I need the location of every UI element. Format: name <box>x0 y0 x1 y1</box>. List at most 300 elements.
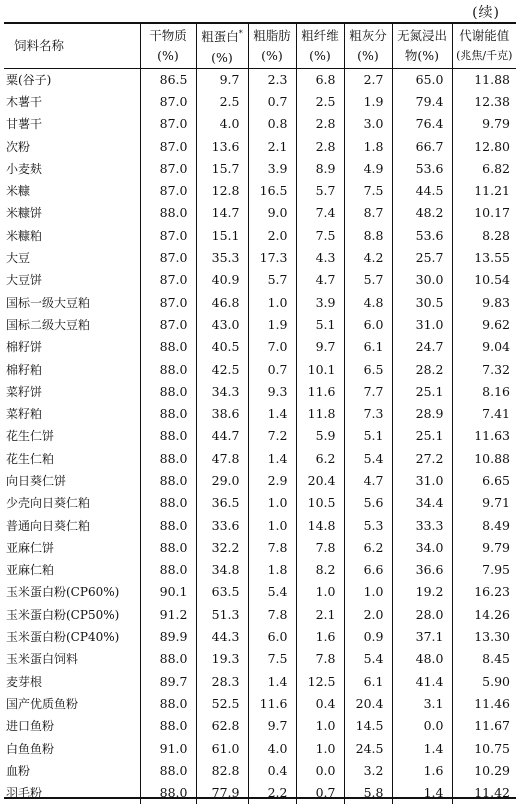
table-row <box>4 380 516 402</box>
cell-metabolizable-energy: 13.55 <box>452 246 516 268</box>
cell-crude-fiber: 10.1 <box>296 358 344 380</box>
cell-metabolizable-energy: 7.41 <box>452 402 516 424</box>
cell-crude-fat: 2.9 <box>248 469 296 491</box>
cell-crude-protein: 33.6 <box>196 514 248 536</box>
cell-metabolizable-energy: 6.65 <box>452 469 516 491</box>
cell-crude-protein: 12.8 <box>196 179 248 201</box>
cell-crude-ash: 7.3 <box>344 402 392 424</box>
cell-crude-fat: 5.7 <box>248 269 296 291</box>
cell-crude-fat: 5.4 <box>248 581 296 603</box>
cell-crude-ash: 1.9 <box>344 90 392 112</box>
table-row <box>4 492 516 514</box>
cell-metabolizable-energy: 9.71 <box>452 492 516 514</box>
cell-metabolizable-energy: 10.75 <box>452 737 516 759</box>
cell-crude-ash: 4.9 <box>344 157 392 179</box>
cell-crude-fiber: 11.6 <box>296 380 344 402</box>
cell-dry-matter: 88.0 <box>140 469 196 491</box>
cell-nitrogen-free-extract: 1.4 <box>392 782 452 804</box>
table-row <box>4 536 516 558</box>
cell-crude-fat: 1.4 <box>248 670 296 692</box>
cell-crude-fat: 0.4 <box>248 759 296 781</box>
cell-crude-ash: 4.7 <box>344 469 392 491</box>
table-row <box>4 425 516 447</box>
cell-crude-ash: 5.1 <box>344 425 392 447</box>
cell-dry-matter: 87.0 <box>140 269 196 291</box>
cell-crude-ash: 8.7 <box>344 202 392 224</box>
cell-nitrogen-free-extract: 79.4 <box>392 90 452 112</box>
cell-nitrogen-free-extract: 48.2 <box>392 202 452 224</box>
cell-nitrogen-free-extract: 31.0 <box>392 313 452 335</box>
cell-dry-matter: 87.0 <box>140 135 196 157</box>
table-row <box>4 648 516 670</box>
cell-dry-matter: 88.0 <box>140 782 196 804</box>
cell-crude-protein: 34.3 <box>196 380 248 402</box>
cell-feed-name: 亚麻仁饼 <box>6 540 55 555</box>
cell-crude-ash: 3.2 <box>344 759 392 781</box>
cell-crude-ash: 1.8 <box>344 135 392 157</box>
cell-crude-fiber: 5.1 <box>296 313 344 335</box>
cell-crude-protein: 32.2 <box>196 536 248 558</box>
table-row <box>4 715 516 737</box>
cell-crude-fiber: 0.7 <box>296 782 344 804</box>
cell-crude-fat: 7.0 <box>248 336 296 358</box>
table-row <box>4 447 516 469</box>
cell-crude-protein: 36.5 <box>196 492 248 514</box>
cell-metabolizable-energy: 9.83 <box>452 291 516 313</box>
table-row <box>4 313 516 335</box>
cell-metabolizable-energy: 11.67 <box>452 715 516 737</box>
table-row <box>4 68 516 90</box>
cell-crude-fiber: 14.8 <box>296 514 344 536</box>
cell-crude-ash: 14.5 <box>344 715 392 737</box>
cell-crude-protein: 14.7 <box>196 202 248 224</box>
cell-crude-ash: 5.6 <box>344 492 392 514</box>
cell-crude-fat: 9.3 <box>248 380 296 402</box>
cell-crude-fiber: 2.1 <box>296 603 344 625</box>
cell-nitrogen-free-extract: 53.6 <box>392 157 452 179</box>
cell-dry-matter: 87.0 <box>140 90 196 112</box>
cell-crude-ash: 8.8 <box>344 224 392 246</box>
table-row <box>4 179 516 201</box>
cell-feed-name: 木薯干 <box>6 94 43 109</box>
cell-dry-matter: 89.9 <box>140 625 196 647</box>
cell-metabolizable-energy: 12.38 <box>452 90 516 112</box>
cell-metabolizable-energy: 16.23 <box>452 581 516 603</box>
cell-nitrogen-free-extract: 41.4 <box>392 670 452 692</box>
cell-crude-fat: 7.5 <box>248 648 296 670</box>
cell-crude-fiber: 5.9 <box>296 425 344 447</box>
cell-dry-matter: 87.0 <box>140 313 196 335</box>
cell-nitrogen-free-extract: 36.6 <box>392 559 452 581</box>
table-row <box>4 782 516 804</box>
cell-nitrogen-free-extract: 27.2 <box>392 447 452 469</box>
header-feed-name: 饲料名称 <box>14 38 65 53</box>
cell-dry-matter: 87.0 <box>140 179 196 201</box>
cell-crude-fat: 2.3 <box>248 68 296 90</box>
cell-nitrogen-free-extract: 31.0 <box>392 469 452 491</box>
table-row <box>4 336 516 358</box>
cell-crude-fiber: 1.0 <box>296 737 344 759</box>
header-crude-fiber: 粗纤维 (%) <box>296 24 344 68</box>
cell-crude-ash: 6.1 <box>344 336 392 358</box>
cell-crude-fiber: 6.2 <box>296 447 344 469</box>
cell-crude-protein: 34.8 <box>196 559 248 581</box>
table-row <box>4 269 516 291</box>
cell-crude-ash: 6.6 <box>344 559 392 581</box>
cell-crude-fiber: 4.7 <box>296 269 344 291</box>
cell-dry-matter: 89.7 <box>140 670 196 692</box>
cell-feed-name: 玉米蛋白粉(CP40%) <box>6 630 120 645</box>
cell-feed-name: 棉籽粕 <box>6 362 43 377</box>
cell-crude-fiber: 8.2 <box>296 559 344 581</box>
cell-dry-matter: 88.0 <box>140 692 196 714</box>
cell-nitrogen-free-extract: 24.7 <box>392 336 452 358</box>
cell-nitrogen-free-extract: 28.9 <box>392 402 452 424</box>
cell-feed-name: 麦芽根 <box>6 674 43 689</box>
cell-dry-matter: 88.0 <box>140 425 196 447</box>
cell-crude-fat: 0.7 <box>248 90 296 112</box>
cell-dry-matter: 88.0 <box>140 402 196 424</box>
cell-crude-fat: 0.7 <box>248 358 296 380</box>
cell-crude-fat: 2.1 <box>248 135 296 157</box>
cell-crude-fiber: 2.8 <box>296 113 344 135</box>
cell-dry-matter: 88.0 <box>140 514 196 536</box>
cell-metabolizable-energy: 9.62 <box>452 313 516 335</box>
cell-crude-fat: 3.9 <box>248 157 296 179</box>
cell-crude-protein: 40.9 <box>196 269 248 291</box>
cell-metabolizable-energy: 10.29 <box>452 759 516 781</box>
cell-metabolizable-energy: 7.32 <box>452 358 516 380</box>
cell-dry-matter: 88.0 <box>140 559 196 581</box>
cell-crude-fat: 7.8 <box>248 603 296 625</box>
cell-crude-protein: 51.3 <box>196 603 248 625</box>
crude-protein-footnote-mark: * <box>238 29 243 39</box>
table-body <box>4 68 516 804</box>
cell-metabolizable-energy: 8.28 <box>452 224 516 246</box>
cell-crude-fat: 9.0 <box>248 202 296 224</box>
table-row <box>4 135 516 157</box>
cell-feed-name: 进口鱼粉 <box>6 719 55 734</box>
cell-nitrogen-free-extract: 44.5 <box>392 179 452 201</box>
cell-metabolizable-energy: 9.79 <box>452 113 516 135</box>
cell-crude-fiber: 1.0 <box>296 715 344 737</box>
cell-metabolizable-energy: 12.80 <box>452 135 516 157</box>
cell-crude-fat: 1.9 <box>248 313 296 335</box>
cell-crude-fiber: 10.5 <box>296 492 344 514</box>
header-crude-ash: 粗灰分 (%) <box>344 24 392 68</box>
cell-feed-name: 甘薯干 <box>6 117 43 132</box>
cell-crude-ash: 2.7 <box>344 68 392 90</box>
cell-feed-name: 米糠 <box>6 184 31 199</box>
cell-feed-name: 次粉 <box>6 139 31 154</box>
cell-crude-ash: 2.0 <box>344 603 392 625</box>
table-row <box>4 291 516 313</box>
cell-crude-protein: 15.7 <box>196 157 248 179</box>
cell-dry-matter: 88.0 <box>140 759 196 781</box>
cell-crude-fiber: 20.4 <box>296 469 344 491</box>
cell-feed-name: 菜籽饼 <box>6 384 43 399</box>
cell-crude-fiber: 0.0 <box>296 759 344 781</box>
cell-crude-protein: 15.1 <box>196 224 248 246</box>
cell-crude-fat: 7.8 <box>248 536 296 558</box>
cell-nitrogen-free-extract: 30.0 <box>392 269 452 291</box>
cell-nitrogen-free-extract: 3.1 <box>392 692 452 714</box>
cell-crude-protein: 4.0 <box>196 113 248 135</box>
cell-crude-ash: 5.4 <box>344 648 392 670</box>
cell-crude-protein: 47.8 <box>196 447 248 469</box>
cell-crude-protein: 28.3 <box>196 670 248 692</box>
cell-crude-fiber: 0.4 <box>296 692 344 714</box>
cell-crude-fiber: 2.5 <box>296 90 344 112</box>
table-row <box>4 581 516 603</box>
cell-crude-protein: 40.5 <box>196 336 248 358</box>
cell-crude-fiber: 7.8 <box>296 536 344 558</box>
header-metabolizable-energy: 代谢能值 (兆焦/千克) <box>452 24 516 68</box>
cell-feed-name: 血粉 <box>6 763 31 778</box>
cell-crude-fat: 1.0 <box>248 291 296 313</box>
cell-crude-protein: 77.9 <box>196 782 248 804</box>
cell-feed-name: 白鱼鱼粉 <box>6 741 55 756</box>
cell-feed-name: 国标一级大豆粕 <box>6 295 91 310</box>
cell-crude-ash: 20.4 <box>344 692 392 714</box>
cell-crude-ash: 6.2 <box>344 536 392 558</box>
cell-crude-fiber: 2.8 <box>296 135 344 157</box>
cell-crude-protein: 46.8 <box>196 291 248 313</box>
table-header <box>4 24 516 68</box>
cell-crude-protein: 63.5 <box>196 581 248 603</box>
cell-feed-name: 玉米蛋白粉(CP50%) <box>6 607 120 622</box>
cell-dry-matter: 88.0 <box>140 715 196 737</box>
cell-crude-fat: 1.0 <box>248 492 296 514</box>
cell-nitrogen-free-extract: 0.0 <box>392 715 452 737</box>
cell-metabolizable-energy: 10.17 <box>452 202 516 224</box>
cell-dry-matter: 88.0 <box>140 447 196 469</box>
cell-metabolizable-energy: 11.88 <box>452 68 516 90</box>
cell-nitrogen-free-extract: 28.0 <box>392 603 452 625</box>
cell-crude-protein: 29.0 <box>196 469 248 491</box>
cell-crude-ash: 7.5 <box>344 179 392 201</box>
cell-crude-fiber: 12.5 <box>296 670 344 692</box>
cell-nitrogen-free-extract: 1.6 <box>392 759 452 781</box>
table-row <box>4 514 516 536</box>
cell-crude-fiber: 1.0 <box>296 581 344 603</box>
cell-crude-protein: 61.0 <box>196 737 248 759</box>
feed-composition-table <box>4 24 516 804</box>
cell-feed-name: 国产优质鱼粉 <box>6 696 79 711</box>
cell-metabolizable-energy: 10.88 <box>452 447 516 469</box>
cell-metabolizable-energy: 9.04 <box>452 336 516 358</box>
cell-nitrogen-free-extract: 37.1 <box>392 625 452 647</box>
header-crude-fat: 粗脂肪 (%) <box>248 24 296 68</box>
cell-crude-fat: 17.3 <box>248 246 296 268</box>
cell-crude-fiber: 1.6 <box>296 625 344 647</box>
cell-nitrogen-free-extract: 48.0 <box>392 648 452 670</box>
cell-crude-ash: 4.2 <box>344 246 392 268</box>
cell-crude-fat: 0.8 <box>248 113 296 135</box>
cell-crude-fat: 2.0 <box>248 224 296 246</box>
cell-feed-name: 米糠粕 <box>6 228 43 243</box>
cell-crude-fiber: 8.9 <box>296 157 344 179</box>
cell-metabolizable-energy: 8.45 <box>452 648 516 670</box>
cell-crude-fat: 1.4 <box>248 447 296 469</box>
cell-crude-ash: 5.4 <box>344 447 392 469</box>
cell-nitrogen-free-extract: 19.2 <box>392 581 452 603</box>
table-row <box>4 90 516 112</box>
table-row <box>4 559 516 581</box>
cell-nitrogen-free-extract: 25.1 <box>392 380 452 402</box>
cell-metabolizable-energy: 10.54 <box>452 269 516 291</box>
cell-nitrogen-free-extract: 33.3 <box>392 514 452 536</box>
cell-crude-fiber: 5.7 <box>296 179 344 201</box>
table-row <box>4 358 516 380</box>
table-row <box>4 402 516 424</box>
cell-dry-matter: 91.2 <box>140 603 196 625</box>
cell-nitrogen-free-extract: 76.4 <box>392 113 452 135</box>
cell-metabolizable-energy: 13.30 <box>452 625 516 647</box>
cell-crude-fat: 6.0 <box>248 625 296 647</box>
cell-metabolizable-energy: 8.49 <box>452 514 516 536</box>
cell-metabolizable-energy: 9.79 <box>452 536 516 558</box>
cell-crude-protein: 52.5 <box>196 692 248 714</box>
cell-nitrogen-free-extract: 66.7 <box>392 135 452 157</box>
cell-crude-protein: 35.3 <box>196 246 248 268</box>
cell-nitrogen-free-extract: 28.2 <box>392 358 452 380</box>
table-row <box>4 692 516 714</box>
cell-nitrogen-free-extract: 25.7 <box>392 246 452 268</box>
cell-crude-ash: 6.0 <box>344 313 392 335</box>
cell-nitrogen-free-extract: 34.4 <box>392 492 452 514</box>
table-row <box>4 157 516 179</box>
cell-metabolizable-energy: 8.16 <box>452 380 516 402</box>
cell-feed-name: 羽毛粉 <box>6 786 43 801</box>
cell-crude-fat: 16.5 <box>248 179 296 201</box>
table-row <box>4 759 516 781</box>
cell-crude-fiber: 7.5 <box>296 224 344 246</box>
cell-crude-fat: 7.2 <box>248 425 296 447</box>
cell-feed-name: 米糠饼 <box>6 206 43 221</box>
cell-feed-name: 亚麻仁粕 <box>6 563 55 578</box>
cell-crude-fat: 11.6 <box>248 692 296 714</box>
cell-nitrogen-free-extract: 65.0 <box>392 68 452 90</box>
cell-feed-name: 玉米蛋白饲料 <box>6 652 79 667</box>
table-row <box>4 224 516 246</box>
cell-crude-protein: 82.8 <box>196 759 248 781</box>
header-crude-protein: 粗蛋白* (%) <box>196 24 248 68</box>
cell-crude-fat: 1.8 <box>248 559 296 581</box>
cell-metabolizable-energy: 11.46 <box>452 692 516 714</box>
table-row <box>4 625 516 647</box>
table-row <box>4 246 516 268</box>
cell-feed-name: 向日葵仁饼 <box>6 473 67 488</box>
table-row <box>4 737 516 759</box>
cell-crude-fat: 4.0 <box>248 737 296 759</box>
cell-crude-protein: 9.7 <box>196 68 248 90</box>
cell-crude-fiber: 9.7 <box>296 336 344 358</box>
cell-metabolizable-energy: 11.42 <box>452 782 516 804</box>
cell-dry-matter: 88.0 <box>140 648 196 670</box>
cell-crude-protein: 43.0 <box>196 313 248 335</box>
cell-crude-fiber: 3.9 <box>296 291 344 313</box>
cell-crude-ash: 1.0 <box>344 581 392 603</box>
cell-dry-matter: 90.1 <box>140 581 196 603</box>
cell-metabolizable-energy: 5.90 <box>452 670 516 692</box>
cell-nitrogen-free-extract: 1.4 <box>392 737 452 759</box>
cell-feed-name: 小麦麸 <box>6 161 43 176</box>
cell-crude-fiber: 7.4 <box>296 202 344 224</box>
cell-crude-ash: 6.5 <box>344 358 392 380</box>
cell-dry-matter: 91.0 <box>140 737 196 759</box>
cell-crude-ash: 24.5 <box>344 737 392 759</box>
cell-feed-name: 国标二级大豆粕 <box>6 317 91 332</box>
header-dry-matter: 干物质 (%) <box>140 24 196 68</box>
cell-crude-fat: 1.4 <box>248 402 296 424</box>
cell-dry-matter: 87.0 <box>140 224 196 246</box>
cell-metabolizable-energy: 11.21 <box>452 179 516 201</box>
cell-crude-ash: 5.8 <box>344 782 392 804</box>
cell-dry-matter: 88.0 <box>140 536 196 558</box>
table-row <box>4 113 516 135</box>
cell-crude-fiber: 11.8 <box>296 402 344 424</box>
continued-label: (续) <box>472 5 500 21</box>
cell-dry-matter: 87.0 <box>140 291 196 313</box>
cell-dry-matter: 88.0 <box>140 202 196 224</box>
cell-crude-ash: 6.1 <box>344 670 392 692</box>
cell-feed-name: 普通向日葵仁粕 <box>6 518 91 533</box>
cell-feed-name: 大豆饼 <box>6 273 43 288</box>
cell-crude-protein: 44.7 <box>196 425 248 447</box>
cell-crude-protein: 2.5 <box>196 90 248 112</box>
cell-crude-fiber: 7.8 <box>296 648 344 670</box>
cell-dry-matter: 88.0 <box>140 358 196 380</box>
cell-metabolizable-energy: 14.26 <box>452 603 516 625</box>
cell-metabolizable-energy: 11.63 <box>452 425 516 447</box>
cell-dry-matter: 86.5 <box>140 68 196 90</box>
cell-crude-protein: 38.6 <box>196 402 248 424</box>
table-row <box>4 202 516 224</box>
cell-feed-name: 棉籽饼 <box>6 340 43 355</box>
cell-dry-matter: 88.0 <box>140 380 196 402</box>
cell-crude-fiber: 4.3 <box>296 246 344 268</box>
cell-nitrogen-free-extract: 34.0 <box>392 536 452 558</box>
cell-crude-protein: 19.3 <box>196 648 248 670</box>
cell-crude-protein: 62.8 <box>196 715 248 737</box>
cell-nitrogen-free-extract: 53.6 <box>392 224 452 246</box>
cell-nitrogen-free-extract: 25.1 <box>392 425 452 447</box>
cell-crude-protein: 13.6 <box>196 135 248 157</box>
cell-crude-fat: 2.2 <box>248 782 296 804</box>
cell-dry-matter: 87.0 <box>140 113 196 135</box>
cell-feed-name: 大豆 <box>6 251 31 266</box>
cell-feed-name: 粟(谷子) <box>6 72 52 87</box>
cell-metabolizable-energy: 6.82 <box>452 157 516 179</box>
cell-dry-matter: 87.0 <box>140 157 196 179</box>
cell-metabolizable-energy: 7.95 <box>452 559 516 581</box>
cell-dry-matter: 88.0 <box>140 492 196 514</box>
cell-dry-matter: 88.0 <box>140 336 196 358</box>
cell-crude-ash: 7.7 <box>344 380 392 402</box>
cell-feed-name: 花生仁粕 <box>6 451 55 466</box>
cell-crude-fiber: 6.8 <box>296 68 344 90</box>
cell-crude-protein: 42.5 <box>196 358 248 380</box>
cell-crude-ash: 5.3 <box>344 514 392 536</box>
cell-crude-fat: 9.7 <box>248 715 296 737</box>
cell-crude-fat: 1.0 <box>248 514 296 536</box>
cell-dry-matter: 87.0 <box>140 246 196 268</box>
cell-feed-name: 花生仁饼 <box>6 429 55 444</box>
table-row <box>4 670 516 692</box>
cell-feed-name: 玉米蛋白粉(CP60%) <box>6 585 120 600</box>
cell-crude-protein: 44.3 <box>196 625 248 647</box>
